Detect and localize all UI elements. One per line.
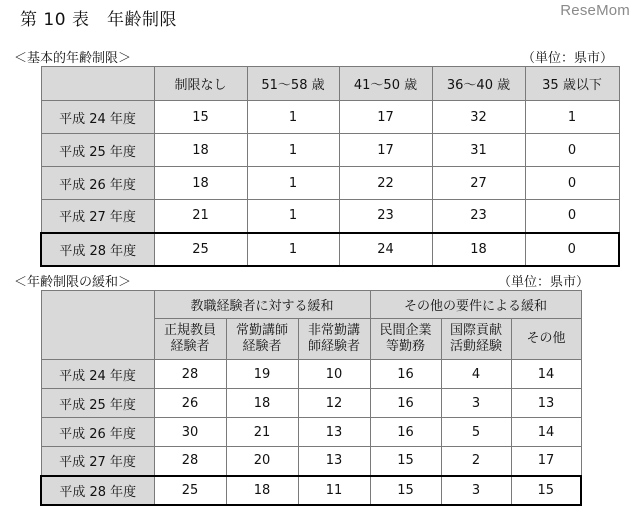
cell: 21	[226, 418, 298, 447]
cell: 1	[247, 167, 339, 200]
cell: 24	[339, 233, 432, 266]
cell: 16	[370, 360, 441, 389]
cell: 18	[226, 389, 298, 418]
cell: 23	[339, 200, 432, 233]
row-label: 平成 27 年度	[41, 447, 154, 476]
row-label: 平成 25 年度	[41, 134, 154, 167]
cell: 17	[511, 447, 581, 476]
cell: 13	[298, 418, 370, 447]
cell: 4	[441, 360, 511, 389]
table1-col-header: 41～50 歳	[339, 67, 432, 101]
cell: 18	[432, 233, 525, 266]
table2-section-title: ＜年齢制限の緩和＞	[14, 275, 132, 290]
row-label: 平成 28 年度	[41, 233, 154, 266]
group-header-teaching-experience: 教職経験者に対する緩和	[154, 291, 370, 319]
table-row	[41, 134, 619, 167]
table-row	[41, 360, 581, 389]
table1-col-header: 制限なし	[154, 67, 247, 101]
table-row	[41, 389, 581, 418]
cell: 27	[432, 167, 525, 200]
table2-unit: （単位：県市）	[498, 275, 590, 290]
table-row	[41, 200, 619, 233]
row-label: 平成 27 年度	[41, 200, 154, 233]
cell: 1	[247, 200, 339, 233]
table1-col-header: 36～40 歳	[432, 67, 525, 101]
row-label: 平成 28 年度	[41, 476, 154, 505]
cell: 23	[432, 200, 525, 233]
table2-group-header-row	[41, 291, 581, 319]
cell: 13	[298, 447, 370, 476]
cell: 11	[298, 476, 370, 505]
cell: 18	[226, 476, 298, 505]
cell: 19	[226, 360, 298, 389]
table2-corner	[41, 291, 154, 360]
table-row	[41, 101, 619, 134]
row-label: 平成 26 年度	[41, 167, 154, 200]
table2-col-header: 非常勤講 師経験者	[298, 319, 370, 360]
row-label: 平成 25 年度	[41, 389, 154, 418]
cell: 18	[154, 134, 247, 167]
cell: 25	[154, 476, 226, 505]
table-row	[41, 418, 581, 447]
cell: 3	[441, 389, 511, 418]
cell: 22	[339, 167, 432, 200]
cell: 26	[154, 389, 226, 418]
table-row	[41, 167, 619, 200]
table1-col-header: 35 歳以下	[525, 67, 619, 101]
cell: 21	[154, 200, 247, 233]
cell: 14	[511, 418, 581, 447]
cell: 0	[525, 233, 619, 266]
age-limit-relaxation-table	[40, 290, 582, 506]
table1-unit: （単位：県市）	[522, 51, 614, 66]
cell: 16	[370, 389, 441, 418]
row-label: 平成 24 年度	[41, 101, 154, 134]
cell: 31	[432, 134, 525, 167]
cell: 20	[226, 447, 298, 476]
cell: 28	[154, 360, 226, 389]
table-row-highlighted	[41, 233, 619, 266]
basic-age-limit-table	[40, 66, 620, 267]
table2-col-header: 国際貢献 活動経験	[441, 319, 511, 360]
table2-col-header: 正規教員 経験者	[154, 319, 226, 360]
cell: 3	[441, 476, 511, 505]
cell: 32	[432, 101, 525, 134]
cell: 0	[525, 134, 619, 167]
table1-header-row	[41, 67, 619, 101]
cell: 10	[298, 360, 370, 389]
cell: 15	[370, 476, 441, 505]
cell: 17	[339, 101, 432, 134]
table1-corner	[41, 67, 154, 101]
table-row-highlighted	[41, 476, 581, 505]
cell: 5	[441, 418, 511, 447]
table1-col-header: 51～58 歳	[247, 67, 339, 101]
group-header-other-requirements: その他の要件による緩和	[370, 291, 581, 319]
cell: 17	[339, 134, 432, 167]
cell: 15	[370, 447, 441, 476]
cell: 2	[441, 447, 511, 476]
cell: 0	[525, 167, 619, 200]
cell: 1	[525, 101, 619, 134]
cell: 15	[154, 101, 247, 134]
cell: 14	[511, 360, 581, 389]
row-label: 平成 26 年度	[41, 418, 154, 447]
page-title: 第 10 表 年齢制限	[20, 10, 177, 30]
table-row	[41, 447, 581, 476]
cell: 12	[298, 389, 370, 418]
row-label: 平成 24 年度	[41, 360, 154, 389]
cell: 28	[154, 447, 226, 476]
cell: 1	[247, 101, 339, 134]
table1-section-title: ＜基本的年齢制限＞	[14, 51, 132, 66]
cell: 13	[511, 389, 581, 418]
cell: 16	[370, 418, 441, 447]
cell: 25	[154, 233, 247, 266]
cell: 15	[511, 476, 581, 505]
table2-col-header: 常勤講師 経験者	[226, 319, 298, 360]
resemom-logo: ReseMom	[560, 2, 630, 19]
cell: 18	[154, 167, 247, 200]
cell: 30	[154, 418, 226, 447]
table2-col-header: その他	[511, 319, 581, 360]
table2-col-header: 民間企業 等勤務	[370, 319, 441, 360]
cell: 1	[247, 233, 339, 266]
cell: 1	[247, 134, 339, 167]
cell: 0	[525, 200, 619, 233]
